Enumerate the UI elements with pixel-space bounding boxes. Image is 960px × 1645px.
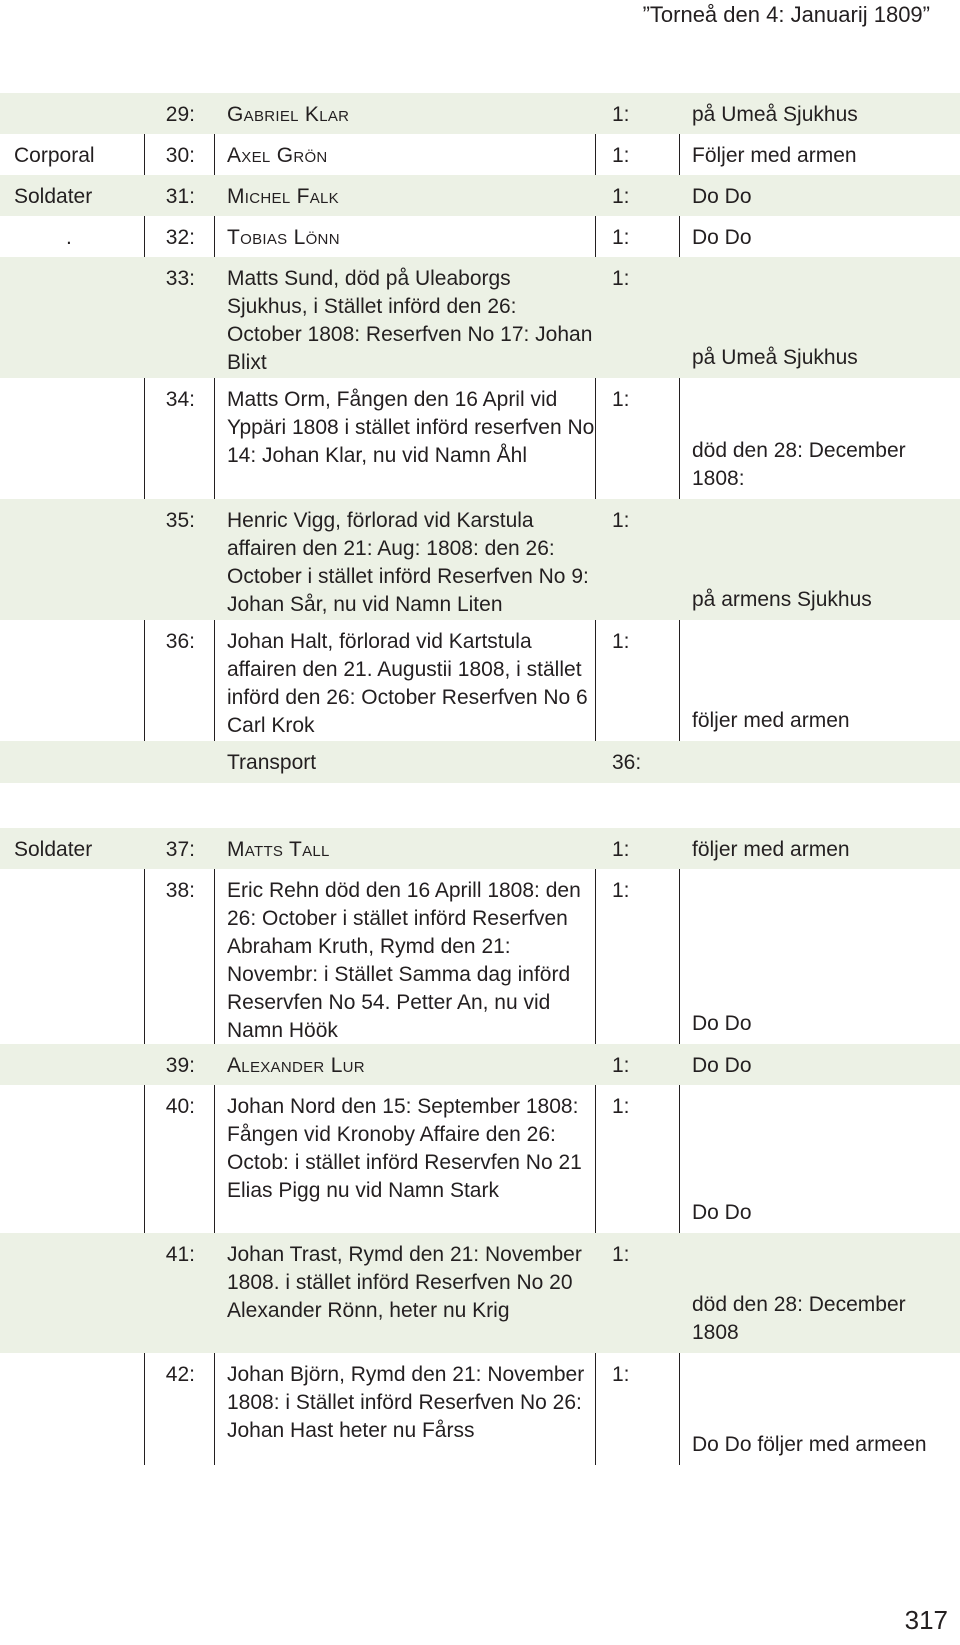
rank-cell: . (66, 226, 72, 249)
name-cell: Henric Vigg, förlorad vid Karstula affairen den 21: Aug: 1808: den 26: October i stället införd Reserfven No 9: Johan Sår, nu vid Namn Liten (227, 509, 589, 616)
name-cell: Matts Sund, död på Uleaborgs Sjukhus, i Stället införd den 26: October 1808: Reserfven No 17: Johan Blixt (227, 267, 593, 374)
transport-label: Transport (227, 751, 317, 774)
number-cell: 39: (165, 1054, 195, 1077)
rank-cell: Corporal (14, 144, 95, 167)
table-row (0, 869, 960, 1044)
rank-cell (14, 1052, 139, 1085)
table-row (0, 1085, 960, 1233)
remark-cell: Do Do (692, 1054, 752, 1077)
rank-cell (14, 101, 139, 134)
remark-cell: Do Do (692, 1201, 752, 1224)
remark-cell: på Umeå Sjukhus (692, 103, 858, 126)
table-row (0, 620, 960, 741)
page-header: ”Torneå den 4: Januarij 1809” (642, 2, 930, 27)
number-cell: 33: (165, 267, 195, 290)
remark-cell: Do Do (692, 226, 752, 249)
name-cell: Tobias Lönn (227, 226, 340, 249)
table-row (0, 499, 960, 620)
number-cell (145, 749, 195, 783)
rank-cell (14, 1093, 139, 1233)
name-cell: Axel Grön (227, 144, 328, 167)
table-row (0, 1353, 960, 1465)
rank-cell (14, 877, 139, 1044)
count-cell: 1: (612, 1095, 630, 1118)
name-cell: Johan Trast, Rymd den 21: November 1808. i stället införd Reserfven No 20 Alexander Rönn, heter nu Krig (227, 1243, 582, 1322)
remark-cell: Do Do (692, 185, 752, 208)
rank-cell: Soldater (14, 185, 93, 208)
rank-cell (14, 265, 139, 378)
remark-cell: följer med armen (692, 838, 850, 861)
count-cell: 1: (612, 185, 630, 208)
number-cell: 36: (165, 630, 195, 653)
count-cell: 1: (612, 103, 630, 126)
number-cell: 41: (165, 1243, 195, 1266)
remark-cell: död den 28: December 1808 (692, 1293, 906, 1344)
number-cell: 34: (165, 388, 195, 411)
number-cell: 30: (165, 144, 195, 167)
muster-table-2 (0, 828, 960, 1465)
rank-cell (14, 1241, 139, 1353)
count-cell: 1: (612, 879, 630, 902)
table-row (0, 378, 960, 499)
name-cell: Alexander Lur (227, 1054, 365, 1077)
remark-cell: på armens Sjukhus (692, 588, 872, 611)
rank-cell: Soldater (14, 838, 93, 861)
page-number: 317 (904, 1605, 948, 1635)
transport-total: 36: (612, 751, 642, 774)
table-row (0, 93, 960, 134)
remark-cell: följer med armen (692, 709, 850, 732)
name-cell: Eric Rehn död den 16 Aprill 1808: den 26: October i stället införd Reserfven Abraham Kruth, Rymd den 21: Novembr: i Stället Samma dag införd Reservfen No 54. Petter An, nu vid Namn Höök (227, 879, 581, 1042)
table-row (0, 828, 960, 869)
remark-cell: på Umeå Sjukhus (692, 346, 858, 369)
name-cell: Michel Falk (227, 185, 339, 208)
number-cell: 42: (165, 1363, 195, 1386)
count-cell: 1: (612, 1243, 630, 1266)
number-cell: 38: (165, 879, 195, 902)
count-cell: 1: (612, 1363, 630, 1386)
number-cell: 37: (165, 838, 195, 861)
rank-cell (14, 386, 139, 499)
count-cell: 1: (612, 388, 630, 411)
name-cell: Matts Tall (227, 838, 330, 861)
count-cell: 1: (612, 144, 630, 167)
remark-cell: död den 28: December 1808: (692, 439, 906, 490)
table-row (0, 134, 960, 175)
number-cell: 40: (165, 1095, 195, 1118)
remark-cell: Följer med armen (692, 144, 857, 167)
rank-cell (14, 507, 139, 620)
remark-cell: Do Do följer med armeen (692, 1433, 927, 1456)
count-cell: 1: (612, 1054, 630, 1077)
table-row (0, 175, 960, 216)
rank-cell (14, 1361, 139, 1465)
name-cell: Gabriel Klar (227, 103, 350, 126)
rank-cell (14, 749, 139, 783)
muster-table-1 (0, 93, 960, 783)
count-cell: 1: (612, 267, 630, 290)
count-cell: 1: (612, 838, 630, 861)
count-cell: 1: (612, 630, 630, 653)
number-cell: 29: (165, 103, 195, 126)
name-cell: Johan Halt, förlorad vid Kartstula affairen den 21. Augustii 1808, i stället införd den 26: October Reserfven No 6 Carl Krok (227, 630, 588, 737)
number-cell: 32: (165, 226, 195, 249)
table-row (0, 1233, 960, 1353)
table-row (0, 257, 960, 378)
number-cell: 35: (165, 509, 195, 532)
transport-row (0, 741, 960, 783)
name-cell: Johan Nord den 15: September 1808: Fången vid Kronoby Affaire den 26: Octob: i stället införd Reservfen No 21 Elias Pigg nu vid Namn Stark (227, 1095, 582, 1202)
table-row (0, 216, 960, 257)
count-cell: 1: (612, 509, 630, 532)
rank-cell (14, 628, 139, 741)
name-cell: Johan Björn, Rymd den 21: November 1808: i Stället införd Reserfven No 26: Johan Hast heter nu Fårss (227, 1363, 585, 1442)
count-cell: 1: (612, 226, 630, 249)
table-row (0, 1044, 960, 1085)
number-cell: 31: (165, 185, 195, 208)
name-cell: Matts Orm, Fången den 16 April vid Yppäri 1808 i stället införd reserfven No 14: Johan Klar, nu vid Namn Åhl (227, 388, 595, 467)
remark-cell: Do Do (692, 1012, 752, 1035)
